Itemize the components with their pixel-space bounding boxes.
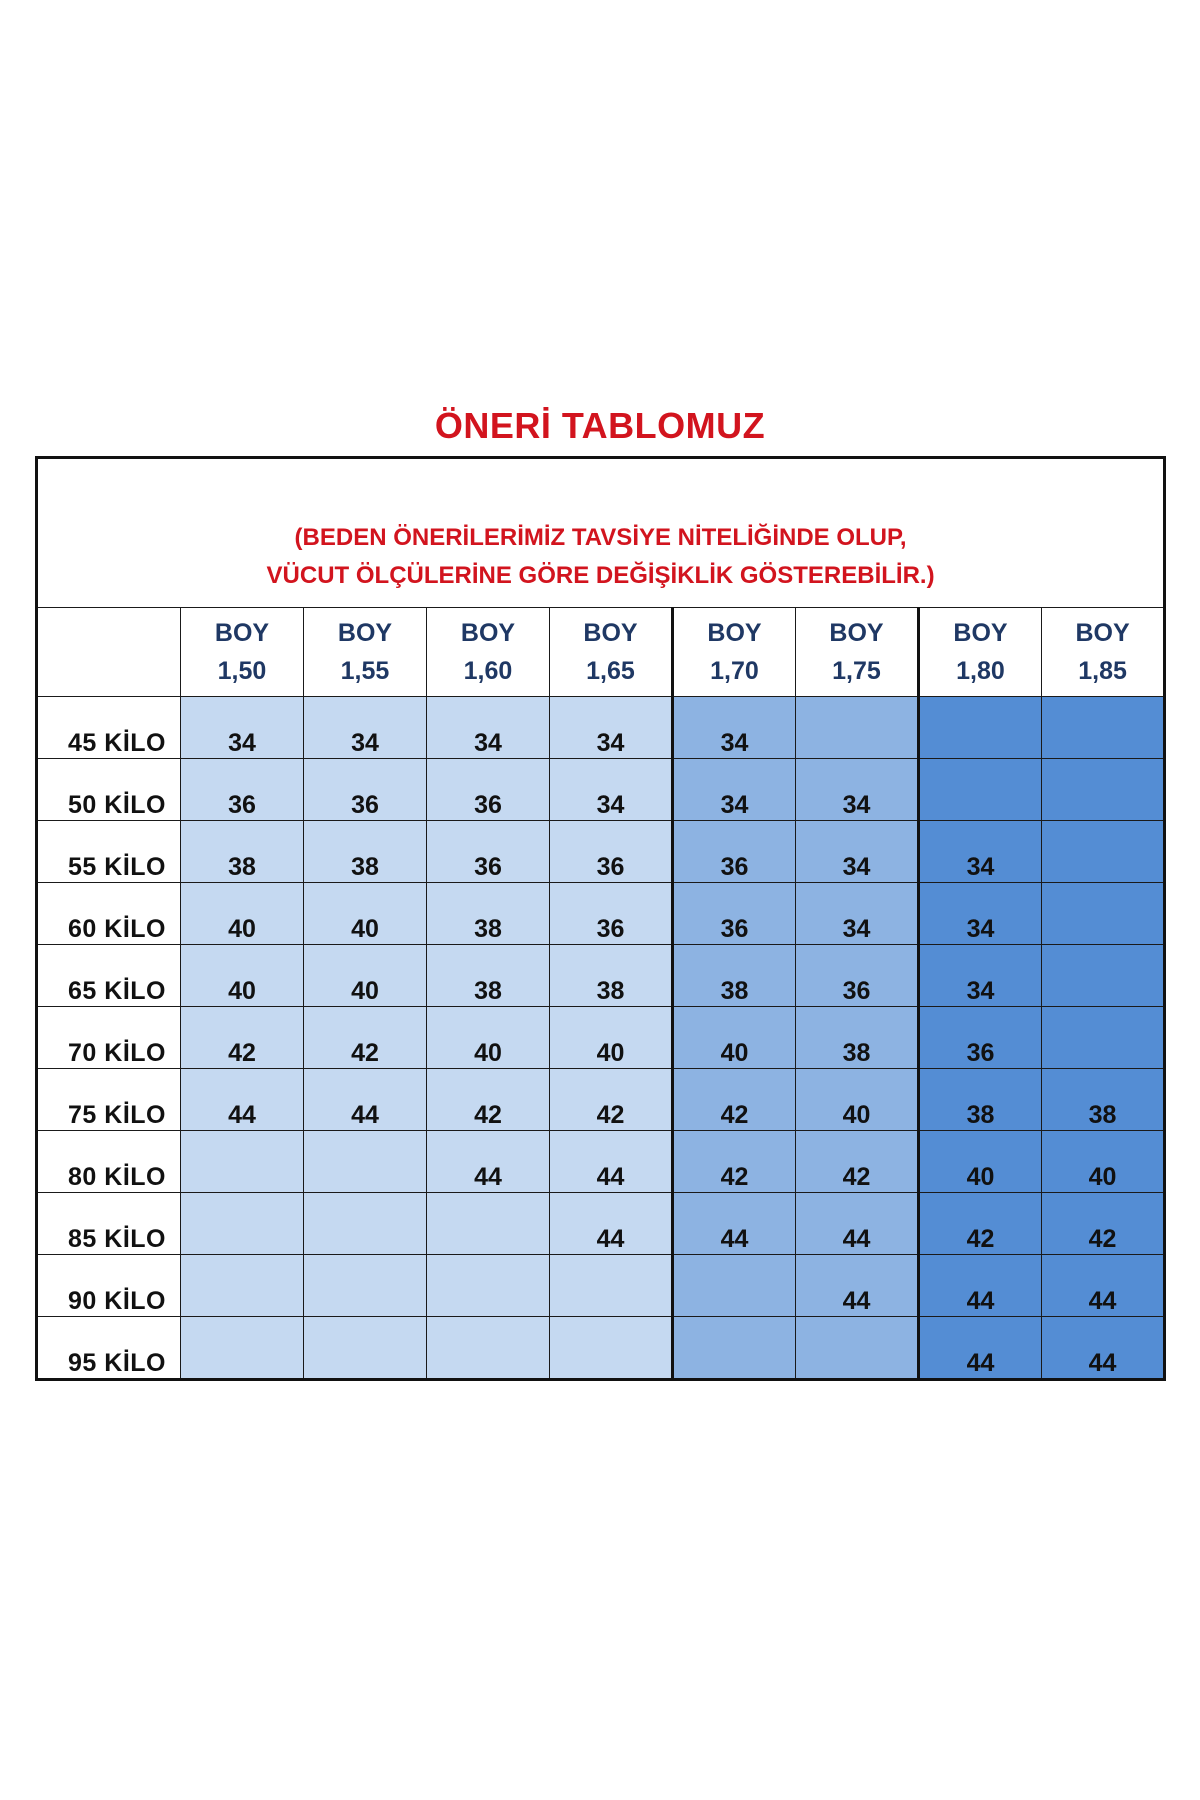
size-cell: 34 — [673, 759, 796, 821]
size-cell: 40 — [304, 883, 427, 945]
column-height: 1,80 — [956, 657, 1005, 685]
weight-label: 50 KİLO — [37, 759, 181, 821]
size-cell: 40 — [796, 1069, 919, 1131]
size-recommendation-table — [35, 456, 1166, 1381]
size-cell — [796, 697, 919, 759]
size-cell: 44 — [181, 1069, 304, 1131]
column-height: 1,75 — [832, 657, 881, 685]
column-header — [181, 608, 304, 697]
size-cell: 38 — [673, 945, 796, 1007]
size-cell: 40 — [181, 883, 304, 945]
size-cell: 40 — [550, 1007, 673, 1069]
column-height: 1,65 — [586, 657, 635, 685]
size-cell: 44 — [304, 1069, 427, 1131]
size-cell: 36 — [796, 945, 919, 1007]
size-cell: 42 — [673, 1131, 796, 1193]
size-cell — [1042, 945, 1165, 1007]
size-cell: 40 — [673, 1007, 796, 1069]
size-cell: 42 — [304, 1007, 427, 1069]
size-cell: 34 — [673, 697, 796, 759]
column-label: BOY — [1075, 619, 1130, 647]
size-cell — [673, 1317, 796, 1380]
size-cell: 44 — [1042, 1317, 1165, 1380]
size-cell: 44 — [796, 1193, 919, 1255]
size-cell: 38 — [181, 821, 304, 883]
size-cell: 44 — [550, 1193, 673, 1255]
size-cell — [1042, 1007, 1165, 1069]
size-cell: 42 — [673, 1069, 796, 1131]
size-cell: 36 — [427, 821, 550, 883]
weight-label: 55 KİLO — [37, 821, 181, 883]
size-cell: 36 — [304, 759, 427, 821]
size-cell — [550, 1255, 673, 1317]
column-header — [427, 608, 550, 697]
size-cell: 42 — [427, 1069, 550, 1131]
weight-label: 65 KİLO — [37, 945, 181, 1007]
size-cell: 36 — [550, 821, 673, 883]
table-row — [37, 1131, 1165, 1193]
size-cell — [673, 1255, 796, 1317]
size-cell: 44 — [1042, 1255, 1165, 1317]
table-row — [37, 821, 1165, 883]
size-cell: 36 — [673, 883, 796, 945]
column-height: 1,70 — [710, 657, 759, 685]
column-label: BOY — [583, 619, 638, 647]
size-cell: 42 — [1042, 1193, 1165, 1255]
size-cell: 44 — [550, 1131, 673, 1193]
table-row — [37, 1317, 1165, 1380]
size-cell: 38 — [919, 1069, 1042, 1131]
disclaimer-note — [37, 458, 1165, 608]
size-cell: 42 — [550, 1069, 673, 1131]
size-cell: 44 — [919, 1317, 1042, 1380]
height-header-row — [37, 608, 1165, 697]
size-cell: 38 — [550, 945, 673, 1007]
size-cell: 38 — [427, 945, 550, 1007]
size-cell: 44 — [919, 1255, 1042, 1317]
column-height: 1,55 — [340, 657, 390, 685]
size-cell — [181, 1131, 304, 1193]
size-cell: 38 — [427, 883, 550, 945]
size-cell — [304, 1255, 427, 1317]
corner-cell — [37, 608, 181, 697]
size-cell: 34 — [550, 759, 673, 821]
disclaimer-line-2: VÜCUT ÖLÇÜLERİNE GÖRE DEĞİŞİKLİK GÖSTEREBİLİR.) — [266, 562, 935, 589]
size-cell: 38 — [796, 1007, 919, 1069]
size-cell: 34 — [796, 821, 919, 883]
column-label: BOY — [337, 619, 393, 647]
size-cell — [427, 1255, 550, 1317]
size-cell: 34 — [181, 697, 304, 759]
size-cell: 34 — [796, 883, 919, 945]
size-cell: 40 — [919, 1131, 1042, 1193]
weight-label: 60 KİLO — [37, 883, 181, 945]
size-cell: 34 — [550, 697, 673, 759]
size-cell: 34 — [427, 697, 550, 759]
size-cell — [919, 759, 1042, 821]
size-cell: 44 — [673, 1193, 796, 1255]
weight-label: 95 KİLO — [37, 1317, 181, 1380]
weight-label: 70 KİLO — [37, 1007, 181, 1069]
weight-label: 80 KİLO — [37, 1131, 181, 1193]
size-cell: 44 — [796, 1255, 919, 1317]
table-row — [37, 1007, 1165, 1069]
size-cell — [796, 1317, 919, 1380]
size-cell: 38 — [1042, 1069, 1165, 1131]
weight-label: 85 KİLO — [37, 1193, 181, 1255]
size-cell: 34 — [919, 821, 1042, 883]
size-cell: 44 — [427, 1131, 550, 1193]
column-height: 1,85 — [1078, 657, 1127, 685]
size-cell: 40 — [427, 1007, 550, 1069]
column-header — [796, 608, 919, 697]
size-cell — [304, 1131, 427, 1193]
page-title: ÖNERİ TABLOMUZ — [434, 405, 766, 446]
size-cell — [1042, 697, 1165, 759]
table-row — [37, 759, 1165, 821]
column-header — [673, 608, 796, 697]
size-cell: 42 — [919, 1193, 1042, 1255]
table-row — [37, 883, 1165, 945]
table-row — [37, 1069, 1165, 1131]
size-cell: 36 — [550, 883, 673, 945]
column-header — [919, 608, 1042, 697]
column-height: 1,50 — [217, 657, 267, 685]
size-cell: 34 — [304, 697, 427, 759]
table-row — [37, 1255, 1165, 1317]
weight-label: 90 KİLO — [37, 1255, 181, 1317]
weight-label: 45 KİLO — [37, 697, 181, 759]
size-cell — [181, 1317, 304, 1380]
column-label: BOY — [829, 619, 884, 647]
size-cell: 40 — [304, 945, 427, 1007]
size-cell: 36 — [673, 821, 796, 883]
size-cell: 40 — [1042, 1131, 1165, 1193]
size-cell — [550, 1317, 673, 1380]
column-label: BOY — [707, 619, 762, 647]
size-cell — [304, 1317, 427, 1380]
size-cell — [427, 1317, 550, 1380]
size-cell: 42 — [181, 1007, 304, 1069]
column-header — [304, 608, 427, 697]
size-cell: 34 — [796, 759, 919, 821]
size-cell — [181, 1255, 304, 1317]
size-cell — [1042, 883, 1165, 945]
table-row — [37, 697, 1165, 759]
size-cell: 34 — [919, 945, 1042, 1007]
weight-label: 75 KİLO — [37, 1069, 181, 1131]
size-cell: 38 — [304, 821, 427, 883]
column-label: BOY — [460, 619, 516, 647]
table-row — [37, 945, 1165, 1007]
size-cell — [427, 1193, 550, 1255]
size-cell: 34 — [919, 883, 1042, 945]
column-height: 1,60 — [463, 657, 513, 685]
disclaimer-line-1: (BEDEN ÖNERİLERİMİZ TAVSİYE NİTELİĞİNDE OLUP, — [294, 524, 907, 551]
size-cell — [1042, 759, 1165, 821]
size-cell — [304, 1193, 427, 1255]
size-cell — [181, 1193, 304, 1255]
size-cell — [1042, 821, 1165, 883]
size-cell: 40 — [181, 945, 304, 1007]
column-header — [550, 608, 673, 697]
size-cell — [919, 697, 1042, 759]
note-row — [37, 458, 1165, 608]
size-cell: 36 — [427, 759, 550, 821]
size-cell: 42 — [796, 1131, 919, 1193]
column-header — [1042, 608, 1165, 697]
size-cell: 36 — [919, 1007, 1042, 1069]
size-cell: 36 — [181, 759, 304, 821]
column-label: BOY — [214, 619, 270, 647]
column-label: BOY — [953, 619, 1008, 647]
table-row — [37, 1193, 1165, 1255]
